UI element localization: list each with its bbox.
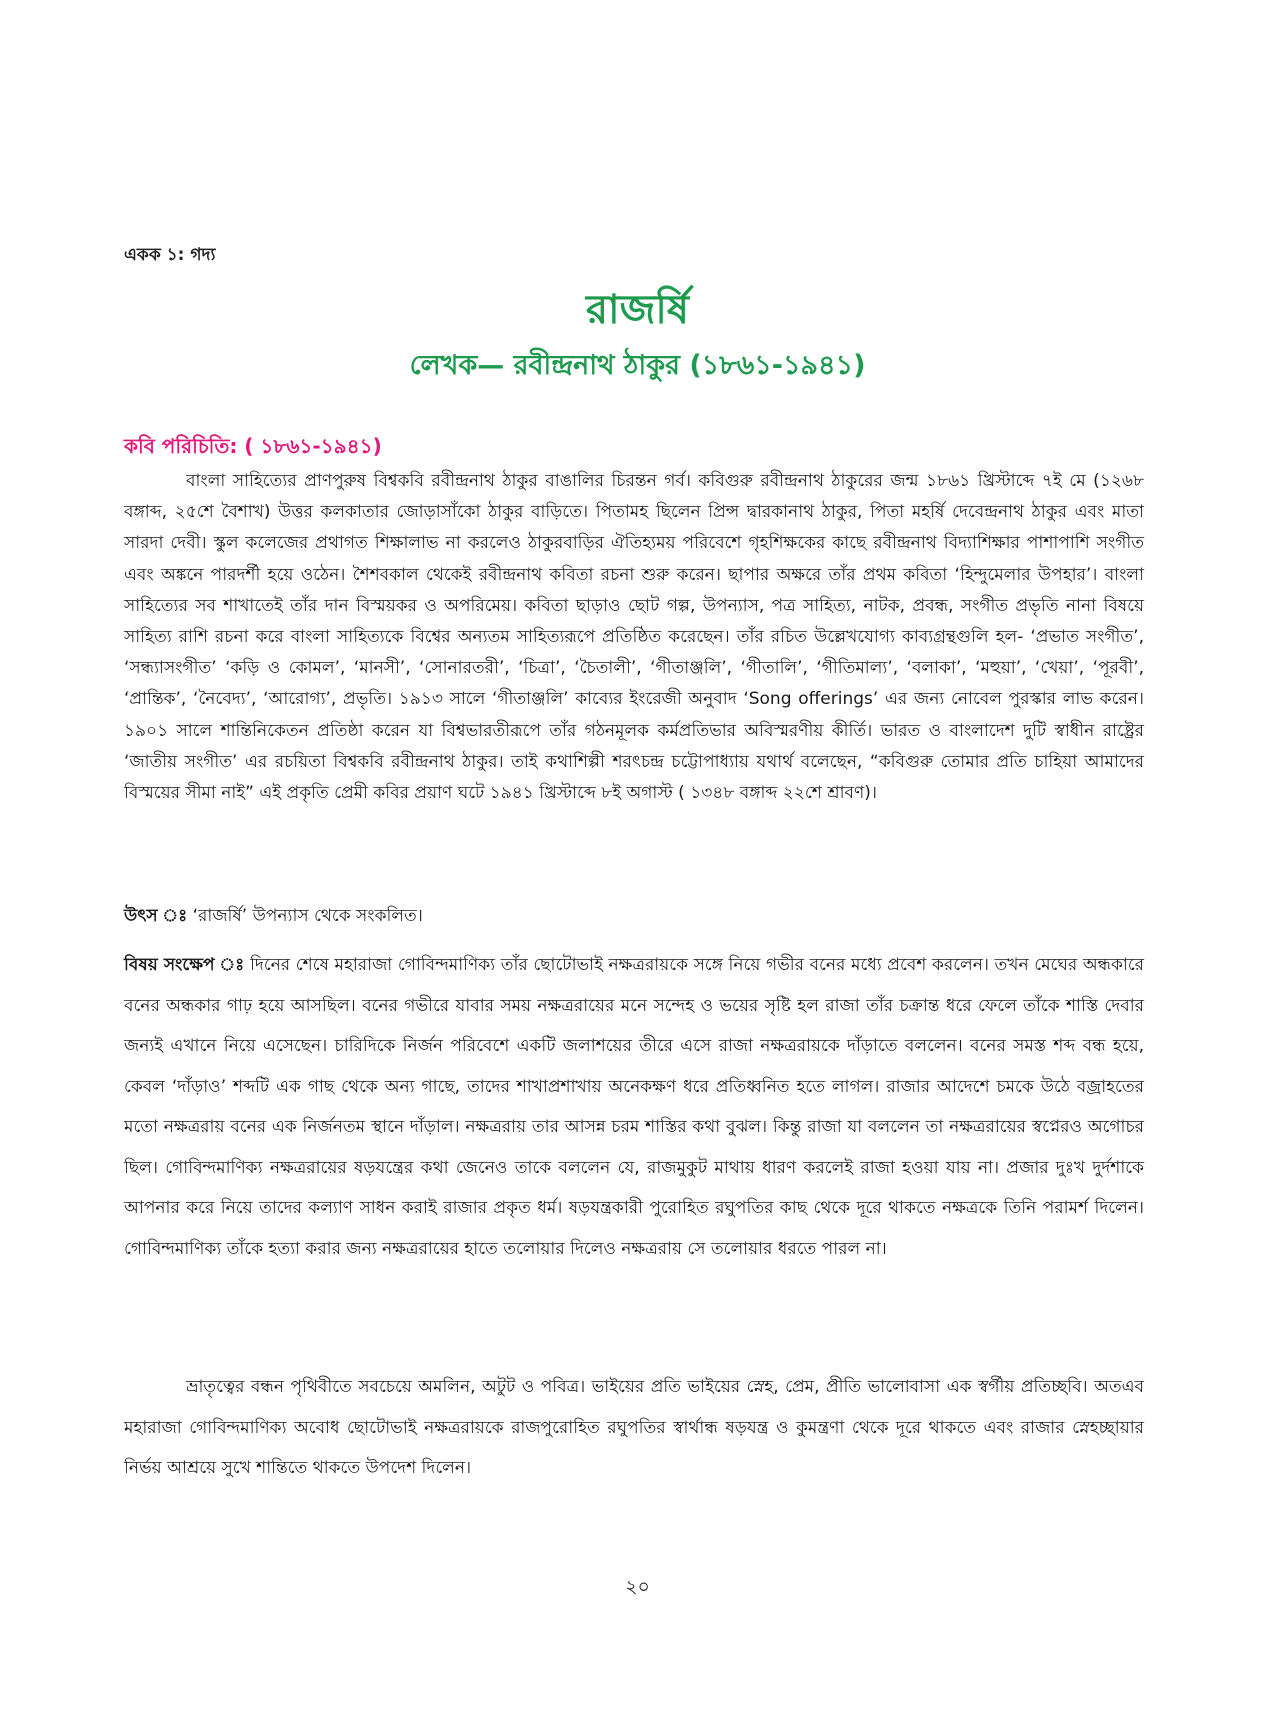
source-text: ‘রাজর্ষি’ উপন্যাস থেকে সংকলিত। — [187, 906, 423, 926]
summary-paragraph-2: ভ্রাতৃত্বের বন্ধন পৃথিবীতে সবচেয়ে অমলিন, অটুট ও পবিত্র। ভাইয়ের প্রতি ভাইয়ের স্নেহ, প্রেম, প্রীতি ভালোবাসা এক স্বর্গীয় প্রতিচ্ছবি। অতএব মহারাজা গোবিন্দমাণিক্য অবোধ ছোটোভাই নক্ষত্ররায়কে রাজপুরোহিত রঘুপতির স্বার্থান্ধ ষড়যন্ত্র ও কুমন্ত্রণা থেকে দূরে থাকতে এবং রাজার স্নেহচ্ছায়ার নির্ভয় আশ্রয়ে সুখে শান্তিতে থাকতে উপদেশ দিলেন। — [124, 1377, 1144, 1478]
source-label: উৎস ঃ — [124, 906, 188, 926]
source-line — [124, 903, 1144, 931]
chapter-author: লেখক— রবীন্দ্রনাথ ঠাকুর (১৮৬১-১৯৪১) — [409, 350, 866, 381]
unit-label: একক ১: গদ্য — [124, 245, 216, 265]
summary-label: বিষয় সংক্ষেপ ঃ — [124, 955, 245, 975]
summary-paragraph — [124, 945, 1144, 1269]
chapter-title: রাজর্ষি — [586, 287, 689, 333]
summary-text: দিনের শেষে মহারাজা গোবিন্দমাণিক্য তাঁর ছোটোভাই নক্ষত্ররায়কে সঙ্গে নিয়ে গভীর বনের মধ্যে প্রবেশ করলেন। তখন মেঘের অন্ধকারে বনের অন্ধকার গাঢ় হয়ে আসছিল। বনের গভীরে যাবার সময় নক্ষত্ররায়ের মনে সন্দেহ ও ভয়ের সৃষ্টি হল রাজা তাঁর চক্রান্ত ধরে ফেলে তাঁকে শাস্তি দেবার জন্যই এখানে নিয়ে এসেছেন। চারিদিকে নির্জন পরিবেশে একটি জলাশয়ের তীরে এসে রাজা নক্ষত্ররায়কে দাঁড়াতে বললেন। বনের সমস্ত শব্দ বন্ধ হয়ে, কেবল ‘দাঁড়াও’ শব্দটি এক গাছ থেকে অন্য গাছে, তাদের শাখাপ্রশাখায় অনেকক্ষণ ধরে প্রতিধ্বনিত হতে লাগল। রাজার আদেশে চমকে উঠে বজ্রাহতের মতো নক্ষত্ররায় বনের এক নির্জনতম স্থানে দাঁড়াল। নক্ষত্ররায় তার আসন্ন চরম শাস্তির কথা বুঝল। কিন্তু রাজা যা বললেন তা নক্ষত্ররায়ের স্বপ্নেরও অগোচর ছিল। গোবিন্দমাণিক্য নক্ষত্ররায়ের ষড়যন্ত্রের কথা জেনেও তাকে বললেন যে, রাজমুকুট মাথায় ধারণ করলেই রাজা হওয়া যায় না। প্রজার দুঃখ দুর্দশাকে আপনার করে নিয়ে তাদের কল্যাণ সাধন করাই রাজার প্রকৃত ধর্ম। ষড়যন্ত্রকারী পুরোহিত রঘুপতির কাছ থেকে দূরে থাকতে নক্ষত্রকে তিনি পরামর্শ দিলেন। গোবিন্দমাণিক্য তাঁকে হত্যা করার জন্য নক্ষত্ররায়ের হাতে তলোয়ার দিলেও নক্ষত্ররায় সে তলোয়ার ধরতে পারল না। — [124, 955, 1145, 1259]
page-number: ২০ — [625, 1576, 650, 1598]
poet-intro-heading: কবি পরিচিতি: ( ১৮৬১-১৯৪১) — [124, 434, 382, 458]
poet-intro-body: বাংলা সাহিত্যের প্রাণপুরুষ বিশ্বকবি রবীন্দ্রনাথ ঠাকুর বাঙালির চিরন্তন গর্ব। কবিগুরু রবীন্দ্রনাথ ঠাকুরের জন্ম ১৮৬১ খ্রিস্টাব্দে ৭ই মে (১২৬৮ বঙ্গাব্দ, ২৫শে বৈশাখ) উত্তর কলকাতার জোড়াসাঁকো ঠাকুর বাড়িতে। পিতামহ ছিলেন প্রিন্স দ্বারকানাথ ঠাকুর, পিতা মহর্ষি দেবেন্দ্রনাথ ঠাকুর এবং মাতা সারদা দেবী। স্কুল কলেজের প্রথাগত শিক্ষালাভ না করলেও ঠাকুরবাড়ির ঐতিহ্যময় পরিবেশে গৃহশিক্ষকের কাছে রবীন্দ্রনাথ বিদ্যাশিক্ষার পাশাপাশি সংগীত এবং অঙ্কনে পারদর্শী হয়ে ওঠেন। শৈশবকাল থেকেই রবীন্দ্রনাথ কবিতা রচনা শুরু করেন। ছাপার অক্ষরে তাঁর প্রথম কবিতা ‘হিন্দুমেলার উপহার’। বাংলা সাহিত্যের সব শাখাতেই তাঁর দান বিস্ময়কর ও অপরিমেয়। কবিতা ছাড়াও ছোট গল্প, উপন্যাস, পত্র সাহিত্য, নাটক, প্রবন্ধ, সংগীত প্রভৃতি নানা বিষয়ে সাহিত্য রাশি রচনা করে বাংলা সাহিত্যকে বিশ্বের অন্যতম সাহিত্যরূপে প্রতিষ্ঠিত করেছেন। তাঁর রচিত উল্লেখযোগ্য কাব্যগ্রন্থগুলি হল- ‘প্রভাত সংগীত’, ‘সন্ধ্যাসংগীত’ ‘কড়ি ও কোমল’, ‘মানসী’, ‘সোনারতরী’, ‘চিত্রা’, ‘চৈতালী’, ‘গীতাঞ্জলি’, ‘গীতালি’, ‘গীতিমাল্য’, ‘বলাকা’, ‘মহুয়া’, ‘খেয়া’, ‘পূরবী’, ‘প্রান্তিক’, ‘নৈবেদ্য’, ‘আরোগ্য’, প্রভৃতি। ১৯১৩ সালে ‘গীতাঞ্জলি’ কাব্যের ইংরেজী অনুবাদ ‘Song offerings’ এর জন্য নোবেল পুরস্কার লাভ করেন। ১৯০১ সালে শান্তিনিকেতন প্রতিষ্ঠা করেন যা বিশ্বভারতীরূপে তাঁর গঠনমূলক কর্মপ্রতিভার অবিস্মরণীয় কীর্তি। ভারত ও বাংলাদেশ দুটি স্বাধীন রাষ্ট্রের ‘জাতীয় সংগীত’ এর রচয়িতা বিশ্বকবি রবীন্দ্রনাথ ঠাকুর। তাই কথাশিল্পী শরৎচন্দ্র চট্টোপাধ্যায় যথার্থ বলেছেন, “কবিগুরু তোমার প্রতি চাহিয়া আমাদের বিস্ময়ের সীমা নাই” এই প্রকৃতি প্রেমী কবির প্রয়াণ ঘটে ১৯৪১ খ্রিস্টাব্দে ৮ই অগাস্ট ( ১৩৪৮ বঙ্গাব্দ ২২শে শ্রাবণ)। — [124, 471, 1144, 804]
